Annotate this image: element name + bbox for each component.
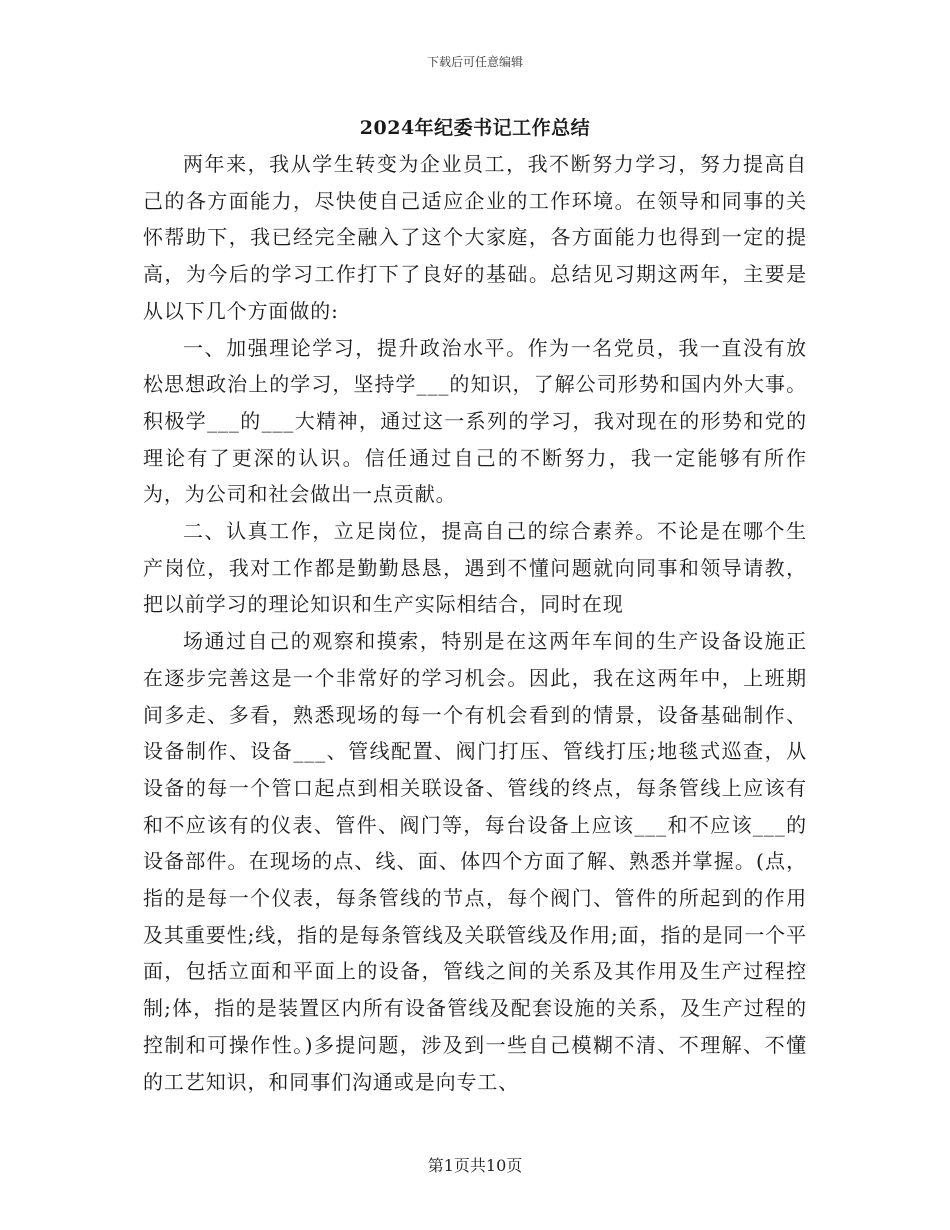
paragraph-section-two: 二、认真工作，立足岗位，提高自己的综合素养。不论是在哪个生产岗位，我对工作都是勤勤恳恳，遇到不懂问题就向同事和领导请教，把以前学习的理论知识和生产实际相结合，同时在现 [143, 519, 807, 617]
paragraph-site-practice: 场通过自己的观察和摸索，特别是在这两年车间的生产设备设施正在逐步完善这是一个非常好的学习机会。因此，我在这两年中，上班期间多走、多看，熟悉现场的每一个有机会看到的情景，设备基础制作、设备制作、设备___、管线配置、阀门打压、管线打压;地毯式巡查，从设备的每一个管口起点到相关联设备、管线的终点，每条管线上应该有和不应该有的仪表、管件、阀门等，每台设备上应该___和不应该___的设备部件。在现场的点、线、面、体四个方面了解、熟悉并掌握。(点，指的是每一个仪表，每条管线的节点，每个阀门、管件的所起到的作用及其重要性;线，指的是每条管线及关联管线及作用;面，指的是同一个平面，包括立面和平面上的设备，管线之间的关系及其作用及生产过程控制;体，指的是装置区内所有设备管线及配套设施的关系，及生产过程的控制和可操作性。)多提问题，涉及到一些自己模糊不清、不理解、不懂的工艺知识，和同事们沟通或是向专工、 [143, 629, 807, 1094]
page-header-note: 下载后可任意编辑 [426, 55, 523, 69]
document-title: 2024年纪委书记工作总结 [359, 117, 591, 139]
page-number-footer: 第1页共10页 [427, 1156, 523, 1175]
paragraph-intro: 两年来，我从学生转变为企业员工，我不断努力学习，努力提高自己的各方面能力，尽快使自己适应企业的工作环境。在领导和同事的关怀帮助下，我已经完全融入了这个大家庭，各方面能力也得到一定的提高，为今后的学习工作打下了良好的基础。总结见习期这两年，主要是从以下几个方面做的: [143, 152, 807, 323]
paragraph-section-one: 一、加强理论学习，提升政治水平。作为一名党员，我一直没有放松思想政治上的学习，坚持学___的知识，了解公司形势和国内外大事。积极学___的___大精神，通过这一系列的学习，我对现在的形势和党的理论有了更深的认识。信任通过自己的不断努力，我一定能够有所作为，为公司和社会做出一点贡献。 [143, 335, 807, 507]
document-body [143, 146, 807, 1100]
